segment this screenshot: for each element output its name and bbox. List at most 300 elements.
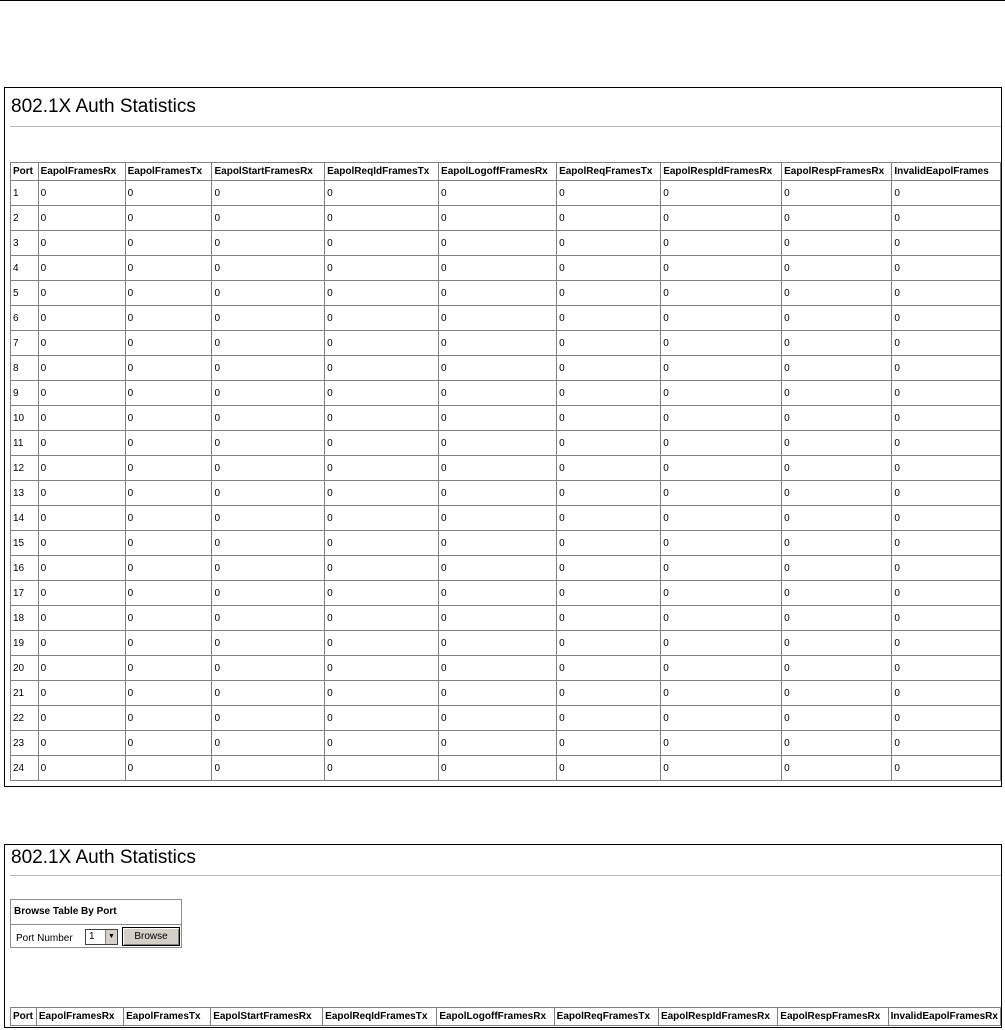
stat-cell: 0 bbox=[38, 581, 125, 606]
table-row bbox=[11, 506, 1001, 531]
stat-cell: 0 bbox=[439, 506, 557, 531]
stat-cell: 0 bbox=[212, 231, 325, 256]
stat-cell: 0 bbox=[439, 731, 557, 756]
stat-cell: 0 bbox=[892, 756, 1001, 781]
stat-cell: 0 bbox=[439, 581, 557, 606]
stat-cell: 0 bbox=[325, 181, 439, 206]
table-row bbox=[11, 481, 1001, 506]
stat-cell: 0 bbox=[125, 556, 212, 581]
stat-cell: 0 bbox=[892, 681, 1001, 706]
stat-cell: 0 bbox=[892, 281, 1001, 306]
port-cell: 11 bbox=[11, 431, 39, 456]
table-row bbox=[11, 706, 1001, 731]
port-cell: 4 bbox=[11, 256, 39, 281]
stat-cell: 0 bbox=[661, 231, 782, 256]
column-header: EapolFramesRx bbox=[36, 1008, 123, 1026]
stat-cell: 0 bbox=[782, 706, 892, 731]
stat-cell: 0 bbox=[661, 406, 782, 431]
stat-cell: 0 bbox=[557, 406, 661, 431]
stat-cell: 0 bbox=[892, 256, 1001, 281]
stat-cell: 0 bbox=[782, 256, 892, 281]
stat-cell: 0 bbox=[892, 656, 1001, 681]
stat-cell: 0 bbox=[557, 256, 661, 281]
browse-button[interactable]: Browse bbox=[122, 927, 180, 946]
stat-cell: 0 bbox=[212, 331, 325, 356]
stat-cell: 0 bbox=[38, 606, 125, 631]
stat-cell: 0 bbox=[125, 756, 212, 781]
stat-cell: 0 bbox=[782, 331, 892, 356]
table-row bbox=[11, 581, 1001, 606]
port-cell: 20 bbox=[11, 656, 39, 681]
column-header: EapolFramesRx bbox=[38, 163, 125, 181]
stat-cell: 0 bbox=[557, 556, 661, 581]
stat-cell: 0 bbox=[212, 306, 325, 331]
stat-cell: 0 bbox=[38, 706, 125, 731]
table-row bbox=[11, 631, 1001, 656]
stat-cell: 0 bbox=[557, 206, 661, 231]
stat-cell: 0 bbox=[212, 581, 325, 606]
browse-table-box bbox=[10, 899, 182, 948]
port-cell: 3 bbox=[11, 231, 39, 256]
table-row bbox=[11, 256, 1001, 281]
stat-cell: 0 bbox=[557, 456, 661, 481]
stat-cell: 0 bbox=[439, 206, 557, 231]
chevron-down-icon[interactable]: ▼ bbox=[105, 930, 117, 944]
stat-cell: 0 bbox=[661, 756, 782, 781]
stat-cell: 0 bbox=[212, 431, 325, 456]
stat-cell: 0 bbox=[125, 731, 212, 756]
stat-cell: 0 bbox=[782, 181, 892, 206]
column-header: EapolStartFramesRx bbox=[212, 163, 325, 181]
stat-cell: 0 bbox=[661, 456, 782, 481]
port-cell: 13 bbox=[11, 481, 39, 506]
stat-cell: 0 bbox=[38, 656, 125, 681]
stat-cell: 0 bbox=[557, 231, 661, 256]
stat-cell: 0 bbox=[325, 356, 439, 381]
table-row bbox=[11, 731, 1001, 756]
stat-cell: 0 bbox=[125, 306, 212, 331]
stat-cell: 0 bbox=[557, 631, 661, 656]
statistics-table bbox=[10, 162, 1001, 781]
stat-cell: 0 bbox=[125, 281, 212, 306]
table-row bbox=[11, 181, 1001, 206]
stat-cell: 0 bbox=[892, 631, 1001, 656]
table-row bbox=[11, 606, 1001, 631]
stat-cell: 0 bbox=[661, 306, 782, 331]
column-header: EapolFramesTx bbox=[124, 1008, 211, 1026]
stat-cell: 0 bbox=[212, 406, 325, 431]
stat-cell: 0 bbox=[325, 206, 439, 231]
stat-cell: 0 bbox=[892, 456, 1001, 481]
column-header: EapolLogoffFramesRx bbox=[439, 163, 557, 181]
column-header: Port bbox=[11, 163, 39, 181]
stat-cell: 0 bbox=[439, 281, 557, 306]
stat-cell: 0 bbox=[892, 581, 1001, 606]
stat-cell: 0 bbox=[38, 181, 125, 206]
stat-cell: 0 bbox=[782, 431, 892, 456]
stat-cell: 0 bbox=[782, 681, 892, 706]
stat-cell: 0 bbox=[325, 606, 439, 631]
column-header: EapolReqIdFramesTx bbox=[325, 163, 439, 181]
stat-cell: 0 bbox=[38, 306, 125, 331]
stat-cell: 0 bbox=[212, 731, 325, 756]
stat-cell: 0 bbox=[439, 456, 557, 481]
column-header: Port bbox=[11, 1008, 37, 1026]
stat-cell: 0 bbox=[892, 431, 1001, 456]
stat-cell: 0 bbox=[125, 381, 212, 406]
stat-cell: 0 bbox=[661, 256, 782, 281]
stat-cell: 0 bbox=[439, 556, 557, 581]
port-cell: 21 bbox=[11, 681, 39, 706]
stat-cell: 0 bbox=[125, 706, 212, 731]
port-cell: 5 bbox=[11, 281, 39, 306]
stat-cell: 0 bbox=[125, 631, 212, 656]
table-row bbox=[11, 206, 1001, 231]
stat-cell: 0 bbox=[212, 681, 325, 706]
port-cell: 23 bbox=[11, 731, 39, 756]
stat-cell: 0 bbox=[38, 631, 125, 656]
stat-cell: 0 bbox=[661, 706, 782, 731]
port-cell: 16 bbox=[11, 556, 39, 581]
stat-cell: 0 bbox=[439, 306, 557, 331]
title-divider bbox=[10, 875, 1001, 876]
stat-cell: 0 bbox=[325, 231, 439, 256]
stat-cell: 0 bbox=[38, 256, 125, 281]
column-header: EapolRespIdFramesRx bbox=[658, 1008, 777, 1026]
stat-cell: 0 bbox=[557, 381, 661, 406]
stat-cell: 0 bbox=[892, 706, 1001, 731]
stat-cell: 0 bbox=[212, 456, 325, 481]
stat-cell: 0 bbox=[782, 481, 892, 506]
port-cell: 9 bbox=[11, 381, 39, 406]
stat-cell: 0 bbox=[892, 531, 1001, 556]
stat-cell: 0 bbox=[557, 506, 661, 531]
stat-cell: 0 bbox=[325, 556, 439, 581]
port-cell: 17 bbox=[11, 581, 39, 606]
stat-cell: 0 bbox=[212, 206, 325, 231]
stat-cell: 0 bbox=[661, 381, 782, 406]
stat-cell: 0 bbox=[38, 331, 125, 356]
stat-cell: 0 bbox=[892, 331, 1001, 356]
stat-cell: 0 bbox=[557, 731, 661, 756]
table-row bbox=[11, 456, 1001, 481]
stat-cell: 0 bbox=[439, 431, 557, 456]
stat-cell: 0 bbox=[212, 631, 325, 656]
stat-cell: 0 bbox=[38, 231, 125, 256]
stat-cell: 0 bbox=[782, 406, 892, 431]
stat-cell: 0 bbox=[661, 206, 782, 231]
stat-cell: 0 bbox=[212, 531, 325, 556]
table-row bbox=[11, 681, 1001, 706]
stat-cell: 0 bbox=[557, 706, 661, 731]
auth-statistics-browse-panel bbox=[4, 844, 1002, 1028]
stat-cell: 0 bbox=[325, 481, 439, 506]
stat-cell: 0 bbox=[557, 481, 661, 506]
stat-cell: 0 bbox=[892, 731, 1001, 756]
stat-cell: 0 bbox=[782, 356, 892, 381]
stat-cell: 0 bbox=[557, 181, 661, 206]
stat-cell: 0 bbox=[125, 481, 212, 506]
page-title: 802.1X Auth Statistics bbox=[11, 96, 196, 117]
stat-cell: 0 bbox=[782, 506, 892, 531]
stat-cell: 0 bbox=[439, 756, 557, 781]
stat-cell: 0 bbox=[439, 406, 557, 431]
stat-cell: 0 bbox=[661, 631, 782, 656]
table-row bbox=[11, 231, 1001, 256]
table-row bbox=[11, 656, 1001, 681]
stat-cell: 0 bbox=[212, 481, 325, 506]
stat-cell: 0 bbox=[892, 381, 1001, 406]
stat-cell: 0 bbox=[661, 506, 782, 531]
stat-cell: 0 bbox=[661, 531, 782, 556]
stat-cell: 0 bbox=[557, 331, 661, 356]
stat-cell: 0 bbox=[661, 331, 782, 356]
stat-cell: 0 bbox=[782, 556, 892, 581]
port-number-label: Port Number bbox=[16, 933, 73, 944]
stat-cell: 0 bbox=[782, 756, 892, 781]
page-title: 802.1X Auth Statistics bbox=[11, 847, 196, 868]
column-header: EapolReqFramesTx bbox=[557, 163, 661, 181]
stat-cell: 0 bbox=[782, 656, 892, 681]
stat-cell: 0 bbox=[325, 581, 439, 606]
stat-cell: 0 bbox=[782, 531, 892, 556]
stat-cell: 0 bbox=[212, 656, 325, 681]
stat-cell: 0 bbox=[325, 431, 439, 456]
stat-cell: 0 bbox=[557, 431, 661, 456]
stat-cell: 0 bbox=[325, 506, 439, 531]
stat-cell: 0 bbox=[439, 356, 557, 381]
table-row bbox=[11, 556, 1001, 581]
stat-cell: 0 bbox=[38, 356, 125, 381]
stat-cell: 0 bbox=[38, 556, 125, 581]
statistics-table bbox=[10, 1007, 1001, 1026]
stat-cell: 0 bbox=[439, 706, 557, 731]
stat-cell: 0 bbox=[439, 381, 557, 406]
stat-cell: 0 bbox=[38, 281, 125, 306]
stat-cell: 0 bbox=[439, 656, 557, 681]
stat-cell: 0 bbox=[325, 631, 439, 656]
stat-cell: 0 bbox=[38, 731, 125, 756]
stat-cell: 0 bbox=[125, 406, 212, 431]
port-number-value: 1 bbox=[89, 931, 95, 942]
port-cell: 7 bbox=[11, 331, 39, 356]
stat-cell: 0 bbox=[38, 481, 125, 506]
port-cell: 15 bbox=[11, 531, 39, 556]
stat-cell: 0 bbox=[325, 656, 439, 681]
stat-cell: 0 bbox=[892, 481, 1001, 506]
table-header-row bbox=[11, 163, 1001, 181]
column-header: InvalidEapolFramesRx bbox=[888, 1008, 1000, 1026]
stat-cell: 0 bbox=[661, 181, 782, 206]
stat-cell: 0 bbox=[212, 381, 325, 406]
stat-cell: 0 bbox=[557, 581, 661, 606]
table-row bbox=[11, 431, 1001, 456]
column-header: EapolRespIdFramesRx bbox=[661, 163, 782, 181]
port-cell: 10 bbox=[11, 406, 39, 431]
stat-cell: 0 bbox=[125, 656, 212, 681]
stat-cell: 0 bbox=[125, 256, 212, 281]
stat-cell: 0 bbox=[325, 731, 439, 756]
stat-cell: 0 bbox=[125, 206, 212, 231]
port-cell: 14 bbox=[11, 506, 39, 531]
stat-cell: 0 bbox=[125, 331, 212, 356]
stat-cell: 0 bbox=[212, 606, 325, 631]
stat-cell: 0 bbox=[212, 181, 325, 206]
stat-cell: 0 bbox=[125, 606, 212, 631]
table-row bbox=[11, 331, 1001, 356]
stat-cell: 0 bbox=[38, 406, 125, 431]
port-cell: 2 bbox=[11, 206, 39, 231]
table-row bbox=[11, 356, 1001, 381]
stat-cell: 0 bbox=[782, 581, 892, 606]
stat-cell: 0 bbox=[212, 506, 325, 531]
stat-cell: 0 bbox=[892, 306, 1001, 331]
stat-cell: 0 bbox=[892, 181, 1001, 206]
stat-cell: 0 bbox=[892, 556, 1001, 581]
stat-cell: 0 bbox=[661, 556, 782, 581]
stat-cell: 0 bbox=[439, 231, 557, 256]
stat-cell: 0 bbox=[557, 656, 661, 681]
browse-heading: Browse Table By Port bbox=[14, 906, 117, 917]
column-header: EapolRespFramesRx bbox=[778, 1008, 888, 1026]
stat-cell: 0 bbox=[325, 706, 439, 731]
port-cell: 19 bbox=[11, 631, 39, 656]
stat-cell: 0 bbox=[439, 256, 557, 281]
port-cell: 1 bbox=[11, 181, 39, 206]
stat-cell: 0 bbox=[125, 506, 212, 531]
stat-cell: 0 bbox=[661, 731, 782, 756]
table-row bbox=[11, 756, 1001, 781]
port-cell: 24 bbox=[11, 756, 39, 781]
stat-cell: 0 bbox=[892, 406, 1001, 431]
stat-cell: 0 bbox=[782, 731, 892, 756]
stat-cell: 0 bbox=[439, 481, 557, 506]
stat-cell: 0 bbox=[439, 331, 557, 356]
auth-statistics-panel bbox=[4, 87, 1002, 787]
stat-cell: 0 bbox=[325, 756, 439, 781]
stat-cell: 0 bbox=[325, 381, 439, 406]
stat-cell: 0 bbox=[125, 181, 212, 206]
column-header: EapolLogoffFramesRx bbox=[437, 1008, 554, 1026]
port-number-select[interactable] bbox=[85, 929, 118, 945]
table-row bbox=[11, 406, 1001, 431]
stat-cell: 0 bbox=[892, 206, 1001, 231]
stat-cell: 0 bbox=[661, 656, 782, 681]
stat-cell: 0 bbox=[439, 531, 557, 556]
stat-cell: 0 bbox=[325, 281, 439, 306]
title-divider bbox=[10, 126, 1001, 127]
browse-divider bbox=[11, 924, 181, 925]
stat-cell: 0 bbox=[557, 306, 661, 331]
stat-cell: 0 bbox=[212, 556, 325, 581]
stat-cell: 0 bbox=[212, 756, 325, 781]
stat-cell: 0 bbox=[325, 681, 439, 706]
stat-cell: 0 bbox=[439, 181, 557, 206]
stat-cell: 0 bbox=[557, 606, 661, 631]
stat-cell: 0 bbox=[439, 631, 557, 656]
port-cell: 6 bbox=[11, 306, 39, 331]
stat-cell: 0 bbox=[782, 631, 892, 656]
column-header: InvalidEapolFrames bbox=[892, 163, 1001, 181]
table-row bbox=[11, 381, 1001, 406]
stat-cell: 0 bbox=[125, 456, 212, 481]
stat-cell: 0 bbox=[557, 356, 661, 381]
stat-cell: 0 bbox=[892, 506, 1001, 531]
stat-cell: 0 bbox=[125, 681, 212, 706]
column-header: EapolRespFramesRx bbox=[782, 163, 892, 181]
stat-cell: 0 bbox=[325, 306, 439, 331]
stat-cell: 0 bbox=[557, 681, 661, 706]
port-cell: 22 bbox=[11, 706, 39, 731]
stat-cell: 0 bbox=[661, 581, 782, 606]
column-header: EapolStartFramesRx bbox=[211, 1008, 323, 1026]
stat-cell: 0 bbox=[782, 231, 892, 256]
table-row bbox=[11, 531, 1001, 556]
port-cell: 8 bbox=[11, 356, 39, 381]
stat-cell: 0 bbox=[325, 331, 439, 356]
stat-cell: 0 bbox=[661, 431, 782, 456]
page-top-rule bbox=[0, 0, 1005, 1]
stat-cell: 0 bbox=[125, 231, 212, 256]
stat-cell: 0 bbox=[782, 281, 892, 306]
stat-cell: 0 bbox=[125, 531, 212, 556]
stat-cell: 0 bbox=[38, 506, 125, 531]
stat-cell: 0 bbox=[325, 256, 439, 281]
table-row bbox=[11, 306, 1001, 331]
stat-cell: 0 bbox=[782, 306, 892, 331]
stat-cell: 0 bbox=[782, 381, 892, 406]
stat-cell: 0 bbox=[892, 356, 1001, 381]
stat-cell: 0 bbox=[439, 606, 557, 631]
column-header: EapolReqIdFramesTx bbox=[323, 1008, 437, 1026]
stat-cell: 0 bbox=[557, 281, 661, 306]
stat-cell: 0 bbox=[125, 431, 212, 456]
stat-cell: 0 bbox=[38, 431, 125, 456]
stat-cell: 0 bbox=[38, 381, 125, 406]
stat-cell: 0 bbox=[38, 456, 125, 481]
stat-cell: 0 bbox=[325, 456, 439, 481]
stat-cell: 0 bbox=[782, 606, 892, 631]
stat-cell: 0 bbox=[439, 681, 557, 706]
stat-cell: 0 bbox=[212, 706, 325, 731]
stat-cell: 0 bbox=[557, 531, 661, 556]
stat-cell: 0 bbox=[212, 281, 325, 306]
port-cell: 18 bbox=[11, 606, 39, 631]
stat-cell: 0 bbox=[325, 406, 439, 431]
stat-cell: 0 bbox=[125, 356, 212, 381]
stat-cell: 0 bbox=[212, 256, 325, 281]
stat-cell: 0 bbox=[661, 281, 782, 306]
column-header: EapolFramesTx bbox=[125, 163, 212, 181]
stat-cell: 0 bbox=[38, 206, 125, 231]
stat-cell: 0 bbox=[892, 606, 1001, 631]
stat-cell: 0 bbox=[661, 681, 782, 706]
stat-cell: 0 bbox=[38, 681, 125, 706]
stat-cell: 0 bbox=[661, 356, 782, 381]
stat-cell: 0 bbox=[782, 206, 892, 231]
stat-cell: 0 bbox=[212, 356, 325, 381]
port-cell: 12 bbox=[11, 456, 39, 481]
stat-cell: 0 bbox=[125, 581, 212, 606]
stat-cell: 0 bbox=[782, 456, 892, 481]
table-row bbox=[11, 281, 1001, 306]
column-header: EapolReqFramesTx bbox=[554, 1008, 658, 1026]
stat-cell: 0 bbox=[557, 756, 661, 781]
stat-cell: 0 bbox=[661, 606, 782, 631]
stat-cell: 0 bbox=[325, 531, 439, 556]
stat-cell: 0 bbox=[661, 481, 782, 506]
stat-cell: 0 bbox=[38, 756, 125, 781]
